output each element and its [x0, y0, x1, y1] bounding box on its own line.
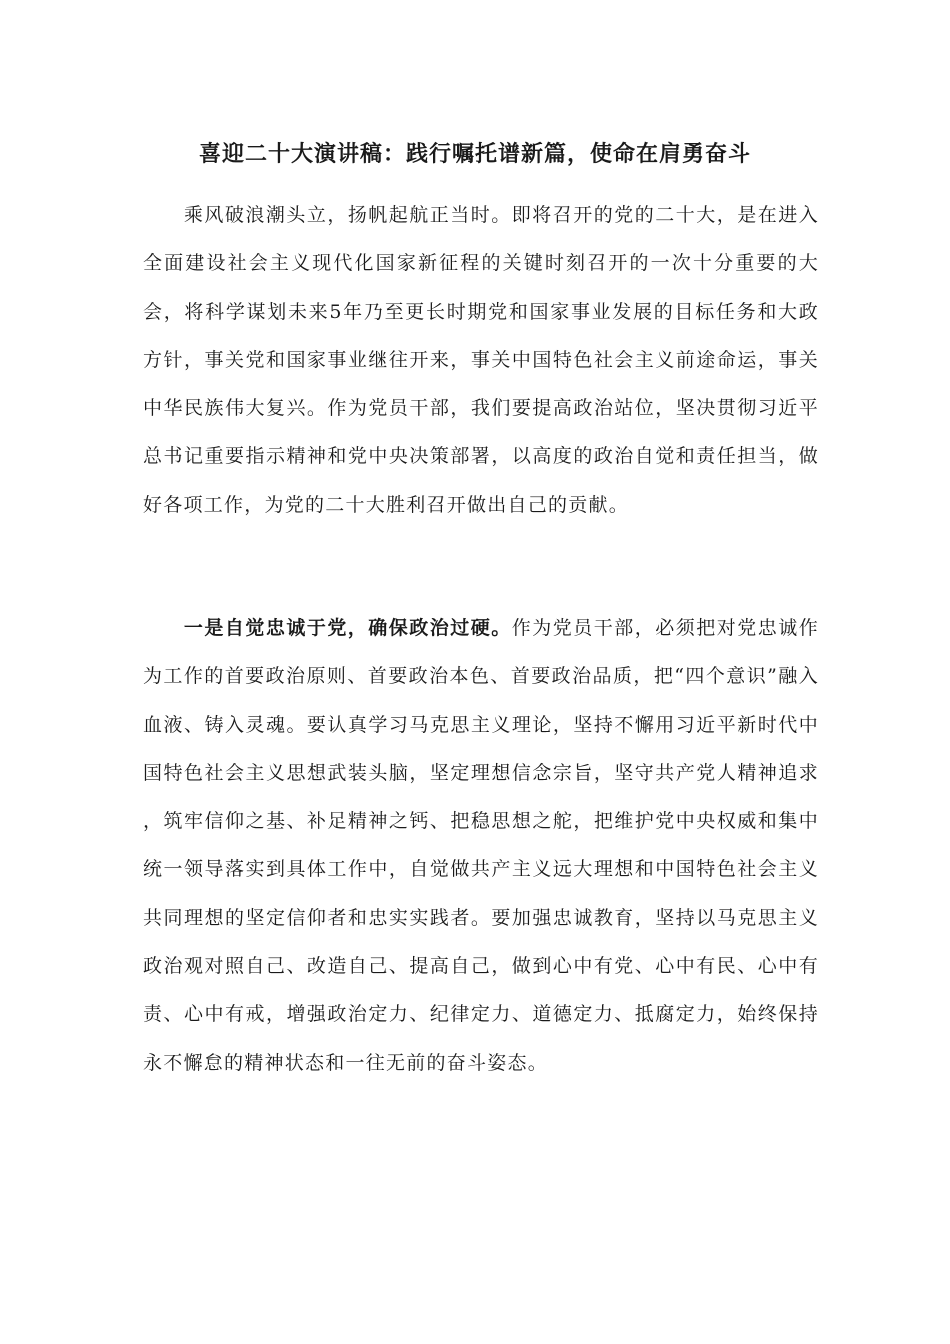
document-title: 喜迎二十大演讲稿：践行嘱托谱新篇，使命在肩勇奋斗 — [198, 141, 751, 167]
paragraph-body: 乘风破浪潮头立，扬帆起航正当时。即将召开的党的二十大，是在进入全面建设社会主义现代化国家新征程的关键时刻召开的一次十分重要的大会，将科学谋划未来5年乃至更长时期党和国家事业发展的目标任务和大政方针，事关党和国家事业继往开来，事关中国特色社会主义前途命运，事关中华民族伟大复兴。作为党员干部，我们要提高政治站位，坚决贯彻习近平总书记重要指示精神和党中央决策部署，以高度的政治自觉和责任担当，做好各项工作，为党的二十大胜利召开做出自己的贡献。 — [143, 204, 819, 516]
paragraph-intro — [143, 191, 819, 529]
paragraph-body: 作为党员干部，必须把对党忠诚作为工作的首要政治原则、首要政治本色、首要政治品质，把“四个意识”融入血液、铸入灵魂。要认真学习马克思主义理论，坚持不懈用习近平新时代中国特色社会主义思想武装头脑，坚定理想信念宗旨，坚守共产党人精神追求 ，筑牢信仰之基、补足精神之钙、把稳思想之舵，把维护党中央权威和集中统一领导落实到具体工作中，自觉做共产主义远大理想和中国特色社会主义共同理想的坚定信仰者和忠实实践者。要加强忠诚教育，坚持以马克思主义政治观对照自己、改造自己、提高自己，做到心中有党、心中有民、心中有责、心中有戒，增强政治定力、纪律定力、道德定力、抵腐定力，始终保持永不懈怠的精神状态和一往无前的奋斗姿态。 — [143, 617, 819, 1074]
paragraph-lead: 一是自觉忠诚于党，确保政治过硬。 — [183, 617, 512, 639]
paragraph-point-one — [143, 604, 819, 1087]
